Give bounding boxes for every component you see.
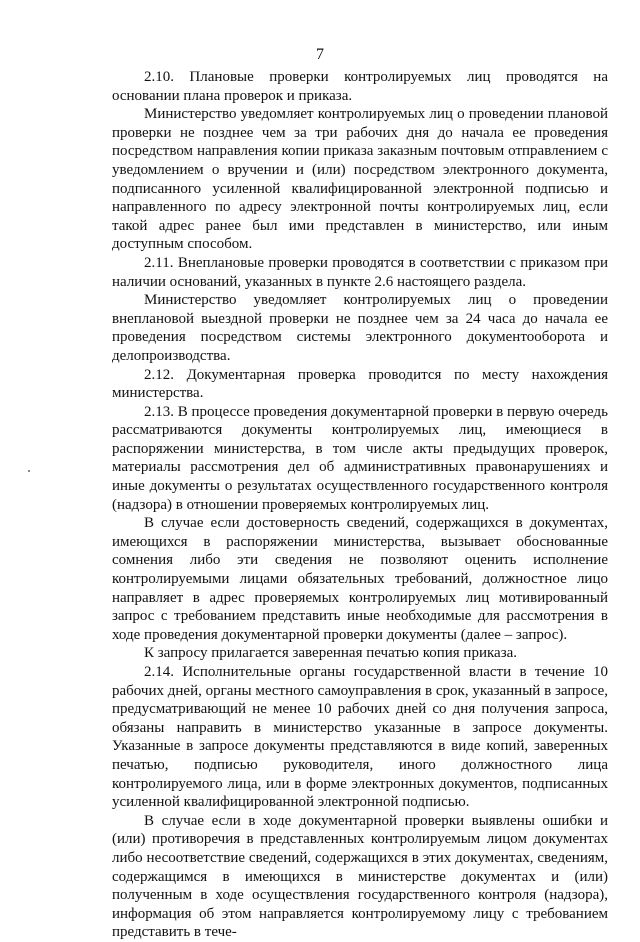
margin-mark [28, 470, 30, 472]
paragraph-2-11: 2.11. Внеплановые проверки проводятся в соответствии с приказом при наличии оснований, указанных в пункте 2.6 настоящего раздела. [112, 254, 608, 290]
paragraph-request: В случае если достоверность сведений, содержащихся в документах, имеющихся в распоряжении министерства, вызывает обоснованные сомнения либо эти сведения не позволяют оценить исполнение контролируемыми лицами обязательных требований, должностное лицо направляет в адрес проверяемых контролируемых лиц мотивированный запрос с требованием представить иные необходимые для рассмотрения в ходе проведения документарной проверки документы (далее – запрос). [112, 515, 608, 643]
paragraph-2-12: 2.12. Документарная проверка проводится по месту нахождения министерства. [112, 366, 608, 402]
paragraph-errors: В случае если в ходе документарной проверки выявлены ошибки и (или) противоречия в представленных контролируемым лицом документах либо несоответствие сведений, содержащихся в этих документах, сведениям, содержащимся в имеющихся в министерстве документах и (или) полученным в ходе осуществления государственного контроля (надзора), информация об этом направляется контролируемому лицу с требованием представить в тече- [112, 812, 608, 941]
paragraph-planned-notice: Министерство уведомляет контролируемых лиц о проведении плановой проверки не позднее чем за три рабочих дня до начала ее проведения посредством направления копии приказа заказным почтовым отправлением с уведомлением о вручении и (или) посредством электронного документа, подписанного усиленной квалифицированной электронной подписью и направленного по адресу электронной почты контролируемых лиц, если такой адрес ранее был ими представлен в министерство, или иным доступным способом. [112, 106, 608, 253]
paragraph-2-14: 2.14. Исполнительные органы государственной власти в течение 10 рабочих дней, органы местного самоуправления в срок, указанный в запросе, предусматривающий не менее 10 рабочих дней со дня получения запроса, обязаны направить в министерство указанные в запросе документы. Указанные в запросе документы представляются в виде копий, заверенных печатью, подписью руководителя, иного должностного лица контролируемого лица, или в форме электронных документов, подписанных усиленной квалифицированной электронной подписью. [112, 664, 608, 811]
paragraph-request-attachment: К запросу прилагается заверенная печатью копия приказа. [144, 645, 518, 662]
document-body [112, 68, 608, 942]
page-number: 7 [316, 46, 324, 63]
paragraph-2-13: 2.13. В процессе проведения документарной проверки в первую очередь рассматриваются документы контролируемых лиц, имеющиеся в распоряжении министерства, в том числе акты предыдущих проверок, материалы рассмотрения дел об административных правонарушениях и иные документы о результатах осуществленного государственного контроля (надзора) в отношении проверяемых контролируемых лиц. [112, 403, 608, 513]
paragraph-2-10: 2.10. Плановые проверки контролируемых лиц проводятся на основании плана проверок и приказа. [112, 69, 608, 104]
paragraph-unplanned-notice: Министерство уведомляет контролируемых лиц о проведении внеплановой выездной проверки не позднее чем за 24 часа до начала ее проведения посредством системы электронного документооборота и делопроизводства. [112, 292, 608, 364]
